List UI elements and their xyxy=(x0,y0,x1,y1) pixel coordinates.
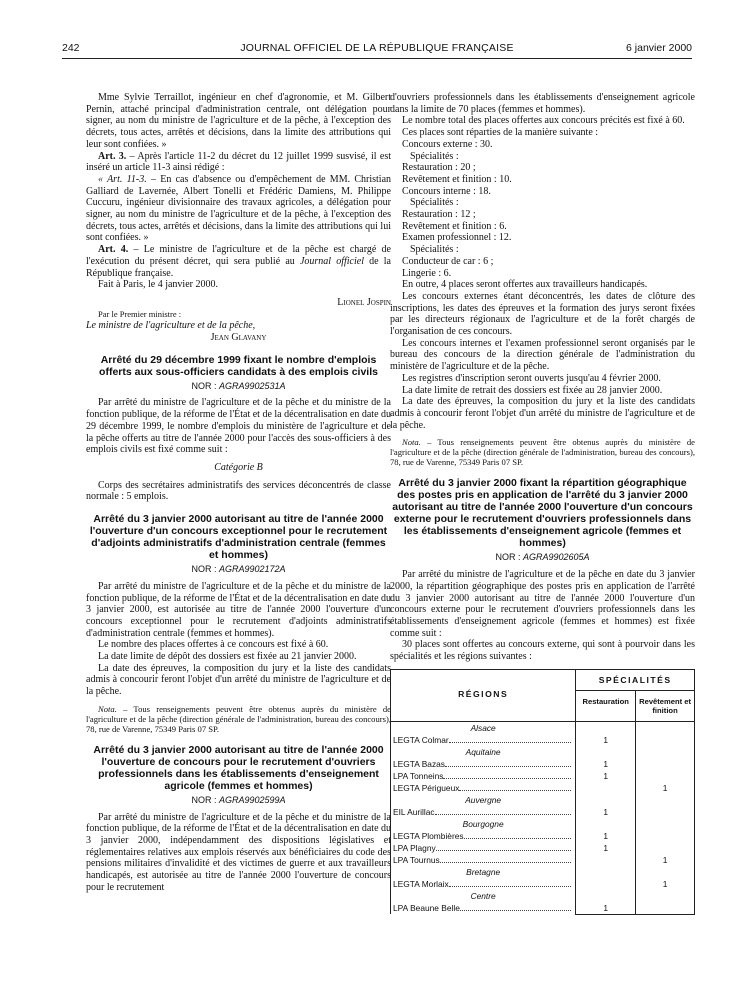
establishment-name: LEGTA Périgueux xyxy=(393,782,460,793)
nota-label: Nota. xyxy=(98,703,117,714)
paragraph: La date des épreuves, la composition du jury et la liste des candidats admis à concourir feront l'objet d'un arrêté du ministre de l'agriculture et de la pêche. xyxy=(86,662,391,698)
signature-name: Lionel Jospin xyxy=(337,296,391,308)
region-name: Aquitaine xyxy=(391,746,576,758)
paragraph: En outre, 4 places seront offertes aux travailleurs handicapés. xyxy=(402,279,648,291)
places-list-item: Concours externe : 30. xyxy=(402,138,493,150)
leader-dots xyxy=(459,790,571,791)
revetement-value xyxy=(636,806,694,818)
paragraph: d'ouvriers professionnels dans les établissements d'enseignement agricole dans la limite de 70 places (femmes et hommes). xyxy=(390,92,695,115)
establishment-name: LPA Beaune Belle xyxy=(393,902,460,913)
revetement-value: 1 xyxy=(662,878,668,889)
arrete-title: Arrêté du 29 décembre 1999 fixant le nombre d'emplois offerts aux sous-officiers candidats à des emplois civils xyxy=(99,353,378,378)
places-list-item: Lingerie : 6. xyxy=(402,267,452,279)
paragraph: La date limite de retrait des dossiers est fixée au 28 janvier 2000. xyxy=(402,384,663,396)
paragraph: 30 places sont offertes au concours externe, qui sont à pourvoir dans les spécialités et les régions suivantes : xyxy=(390,639,695,663)
category-heading: Catégorie B xyxy=(214,461,263,473)
article-text: – Après l'article 11-2 du décret du 12 juillet 1999 susvisé, il est inséré un article 11-3 ainsi rédigé : xyxy=(86,150,391,174)
article-label: « Art. 11-3. xyxy=(98,173,147,185)
places-list-item: Restauration : 12 ; xyxy=(402,209,476,221)
leader-dots xyxy=(440,862,571,863)
col-header-revetement: Revêtement et finition xyxy=(636,690,695,721)
leader-dots xyxy=(449,742,571,743)
paragraph: Par arrêté du ministre de l'agriculture et de la pêche et du ministre de la fonction publique, de la réforme de l'État et de la décentralisation en date du 3 janvier 2000, est autorisée au titre de l'année 2000 l'ouverture d'un concours exceptionnel pour le recrutement d'adjoints administratifs d'administration centrale (femmes et hommes). xyxy=(86,580,392,639)
establishment-name: LEGTA Bazas xyxy=(393,758,445,769)
nor-code: AGRA9902599A xyxy=(218,794,286,805)
article-3 xyxy=(86,151,391,174)
revetement-column xyxy=(636,721,695,914)
places-list xyxy=(390,139,695,279)
restauration-value: 1 xyxy=(603,830,609,841)
establishment-name: LEGTA Morlaix xyxy=(393,878,449,889)
signature-ministre: Le ministre de l'agriculture et de la pêche, xyxy=(86,320,256,332)
places-list-item: Spécialités : xyxy=(410,150,459,162)
nor-reference xyxy=(86,381,391,393)
paragraph: Par arrêté du ministre de l'agriculture et de la pêche et du ministre de la fonction publique, de la réforme de l'État et de la décentralisation en date du 3 janvier 2000, indépendamment des dispositions législatives et réglementaires relatives aux emplois réservés aux bénéficiaires du code des pensions militaires d'invalidité et des victimes de guerre et aux travailleurs handicapés, est autorisée au titre de l'année 2000 l'ouverture de concours pour le recrutement xyxy=(86,811,392,893)
paragraph: Par arrêté du ministre de l'agriculture et de la pêche et du ministre de la fonction publique, de la réforme de l'État et de la décentralisation en date du 29 décembre 1999, le nombre d'emplois du ministère de l'agriculture et de la pêche offerts au titre de l'année 2000 pour l'accès des sous-officiers à des emplois civils est fixé comme suit : xyxy=(86,397,392,456)
region-name: Bourgogne xyxy=(391,818,576,830)
spacer xyxy=(576,890,635,902)
leader-dots xyxy=(460,910,571,911)
nor-label: NOR : xyxy=(191,564,219,575)
leader-dots xyxy=(449,886,571,887)
issue-date: 6 janvier 2000 xyxy=(626,42,692,54)
page-number: 242 xyxy=(62,42,80,54)
article-text: de la République française. xyxy=(86,255,391,279)
article-11-3 xyxy=(86,174,391,244)
arrete-title: Arrêté du 3 janvier 2000 autorisant au titre de l'année 2000 l'ouverture de concours pour le recrutement d'ouvriers professionnels dans les établissements d'enseignement agricole (femmes et hommes) xyxy=(93,743,384,792)
revetement-value: 1 xyxy=(662,782,668,793)
nor-code: AGRA9902531A xyxy=(218,380,286,391)
restauration-value xyxy=(576,878,635,890)
page-header xyxy=(62,42,692,58)
nota-label: Nota. xyxy=(402,437,421,448)
region-name: Bretagne xyxy=(391,866,576,878)
spacer xyxy=(636,746,694,758)
paragraph: Par arrêté du ministre de l'agriculture et de la pêche en date du 3 janvier 2000, la répartition géographique des postes pris en application de l'arrêté du 3 janvier 2000 autorisant au titre de l'année 2000 l'ouverture d'un concours externe pour le recrutement d'ouvriers professionnels dans les établissements d'enseignement agricole (femmes et hommes) est fixée comme suit : xyxy=(390,569,695,639)
nor-label: NOR : xyxy=(191,380,219,391)
places-list-item: Examen professionnel : 12. xyxy=(402,232,512,244)
revetement-value xyxy=(636,842,694,854)
region-name: Centre xyxy=(391,890,576,902)
right-column xyxy=(390,92,695,915)
establishment-name: LPA Tonneins xyxy=(393,770,444,781)
col-header-restauration: Restauration xyxy=(576,690,636,721)
header-rule xyxy=(62,58,692,59)
establishment-name: LPA Plagny xyxy=(393,842,436,853)
places-list-item: Revêtement et finition : 10. xyxy=(402,173,512,185)
paragraph: La date limite de dépôt des dossiers est fixée au 21 janvier 2000. xyxy=(98,651,357,663)
leader-dots xyxy=(464,838,571,839)
signature-par: Par le Premier ministre : xyxy=(98,308,182,319)
col-header-regions: RÉGIONS xyxy=(391,669,576,721)
paragraph: Mme Sylvie Terraillot, ingénieur en chef d'agronomie, et M. Gilbert Pernin, attaché principal d'administration centrale, ont délégation pour signer, au nom du ministre de l'agriculture et de la pêche, à l'exception des décrets, tous actes, arrêtés et décisions, dans la limite des attributions qui leur sont confiées. » xyxy=(86,92,391,150)
nor-code: AGRA9902605A xyxy=(522,552,590,563)
journal-title: JOURNAL OFFICIEL DE LA RÉPUBLIQUE FRANÇAISE xyxy=(240,42,514,54)
revetement-value xyxy=(636,758,694,770)
article-text: – En cas d'absence ou d'empêchement de MM. Christian Galliard de Lavernée, Albert Tonelli et Frédéric Damiens, M. Philippe Cuccuru, ingénieur divisionnaire des travaux agricoles, a délégation pour signer, au nom du ministre de l'agriculture et de la pêche, à l'exception des décrets, tous actes, arrêtés et décisions, dans la limite des attributions qui lui sont confiées. » xyxy=(86,173,392,244)
nor-code: AGRA9902172A xyxy=(218,564,286,575)
places-list-item: Concours interne : 18. xyxy=(402,185,491,197)
places-list-item: Spécialités : xyxy=(410,197,459,209)
paragraph: Les registres d'inscription seront ouverts jusqu'au 4 février 2000. xyxy=(402,372,661,384)
spacer xyxy=(636,890,694,902)
nor-reference xyxy=(390,552,695,564)
nor-label: NOR : xyxy=(495,552,523,563)
article-text: – Le ministre de l'agriculture et de la pêche est chargé de l'exécution du présent décret, qui sera publié au xyxy=(86,244,391,267)
leader-dots xyxy=(443,778,571,779)
establishment-name: LEGTA Plombières xyxy=(393,830,464,841)
revetement-value: 1 xyxy=(662,854,668,865)
paragraph: Le nombre total des places offertes aux concours précités est fixé à 60. xyxy=(402,115,685,127)
paragraph: Ces places sont réparties de la manière suivante : xyxy=(402,127,599,139)
spacer xyxy=(636,722,694,734)
restauration-column xyxy=(576,721,636,914)
paragraph: Le nombre des places offertes à ce concours est fixé à 60. xyxy=(98,639,329,651)
arrete-title: Arrêté du 3 janvier 2000 autorisant au titre de l'année 2000 l'ouverture d'un concours exceptionnel pour le recrutement d'adjoints administratifs d'administration centrale (femmes et hommes) xyxy=(89,513,388,562)
fait-a-paris: Fait à Paris, le 4 janvier 2000. xyxy=(98,279,218,291)
spacer xyxy=(636,866,694,878)
spacer xyxy=(636,818,694,830)
leader-dots xyxy=(435,814,571,815)
spacer xyxy=(576,866,635,878)
restauration-value: 1 xyxy=(603,842,609,853)
spacer xyxy=(576,818,635,830)
revetement-value xyxy=(636,830,694,842)
establishment-name: LEGTA Colmar xyxy=(393,734,449,745)
revetement-value xyxy=(636,770,694,782)
arrete-title: Arrêté du 3 janvier 2000 fixant la répartition géographique des postes pris en application de l'arrêté du 3 janvier 2000 autorisant au titre de l'année 2000 l'ouverture d'un concours externe pour le recrutement d'ouvriers professionnels dans les établissements d'enseignement agricole (femmes et hommes) xyxy=(392,477,693,550)
nor-label: NOR : xyxy=(191,794,219,805)
region-name: Auvergne xyxy=(391,794,576,806)
places-list-item: Revêtement et finition : 6. xyxy=(402,220,507,232)
nor-reference xyxy=(86,795,391,807)
article-label: Art. 4. xyxy=(98,244,129,256)
restauration-value: 1 xyxy=(603,902,609,913)
restauration-value: 1 xyxy=(603,734,609,745)
regions-table xyxy=(390,669,695,915)
paragraph: Les concours externes étant déconcentrés, les dates de clôture des inscriptions, les dates des épreuves et la formation des jurys seront fixées par les directeurs régionaux de l'agriculture et de la forêt chargés de l'organisation de ces concours. xyxy=(390,290,695,338)
nota-text: – Tous renseignements peuvent être obtenus auprès du ministère de l'agriculture et de la pêche (direction générale de l'administration, bureau des concours), 78, rue de Varenne, 75349 Paris 07 SP. xyxy=(390,437,695,468)
left-column xyxy=(86,92,391,893)
places-list-item: Conducteur de car : 6 ; xyxy=(402,255,494,267)
region-name: Alsace xyxy=(391,721,576,734)
spacer xyxy=(576,746,635,758)
nor-reference xyxy=(86,564,391,576)
nota-note xyxy=(86,704,391,734)
restauration-value: 1 xyxy=(603,806,609,817)
establishment-name: EIL Aurillac xyxy=(393,806,435,817)
nota-text: – Tous renseignements peuvent être obtenus auprès du ministère de l'agriculture et de la pêche (direction générale de l'administration, bureau des concours), 78, rue de Varenne, 75349 Paris 07 SP. xyxy=(86,703,391,734)
article-label: Art. 3. xyxy=(98,150,127,162)
signature-ministre-name: Jean Glavany xyxy=(210,332,267,344)
restauration-value: 1 xyxy=(603,770,609,781)
leader-dots xyxy=(436,850,571,851)
restauration-value: 1 xyxy=(603,758,609,769)
restauration-value xyxy=(576,782,635,794)
restauration-value xyxy=(576,854,635,866)
spacer xyxy=(636,794,694,806)
places-list-item: Spécialités : xyxy=(410,244,459,256)
places-list-item: Restauration : 20 ; xyxy=(402,162,476,174)
article-4 xyxy=(86,244,391,279)
spacer xyxy=(576,722,635,734)
spacer xyxy=(576,794,635,806)
journal-officiel-ref: Journal officiel xyxy=(299,255,364,267)
establishment-name: LPA Tournus xyxy=(393,854,440,865)
leader-dots xyxy=(445,766,571,767)
paragraph: Corps des secrétaires administratifs des services déconcentrés de classe normale : 5 emplois. xyxy=(86,479,391,503)
paragraph: Les concours internes et l'examen professionnel seront organisés par le bureau des concours de la direction générale de l'administration du ministère de l'agriculture et de la pêche. xyxy=(390,337,695,373)
paragraph: La date des épreuves, la composition du jury et la liste des candidats admis à concourir feront l'objet d'un arrêté du ministre de l'agriculture et de la pêche. xyxy=(390,396,695,431)
col-header-specialites: SPÉCIALITÉS xyxy=(576,669,695,690)
revetement-value xyxy=(636,902,694,914)
revetement-value xyxy=(636,734,694,746)
nota-note xyxy=(390,437,695,467)
